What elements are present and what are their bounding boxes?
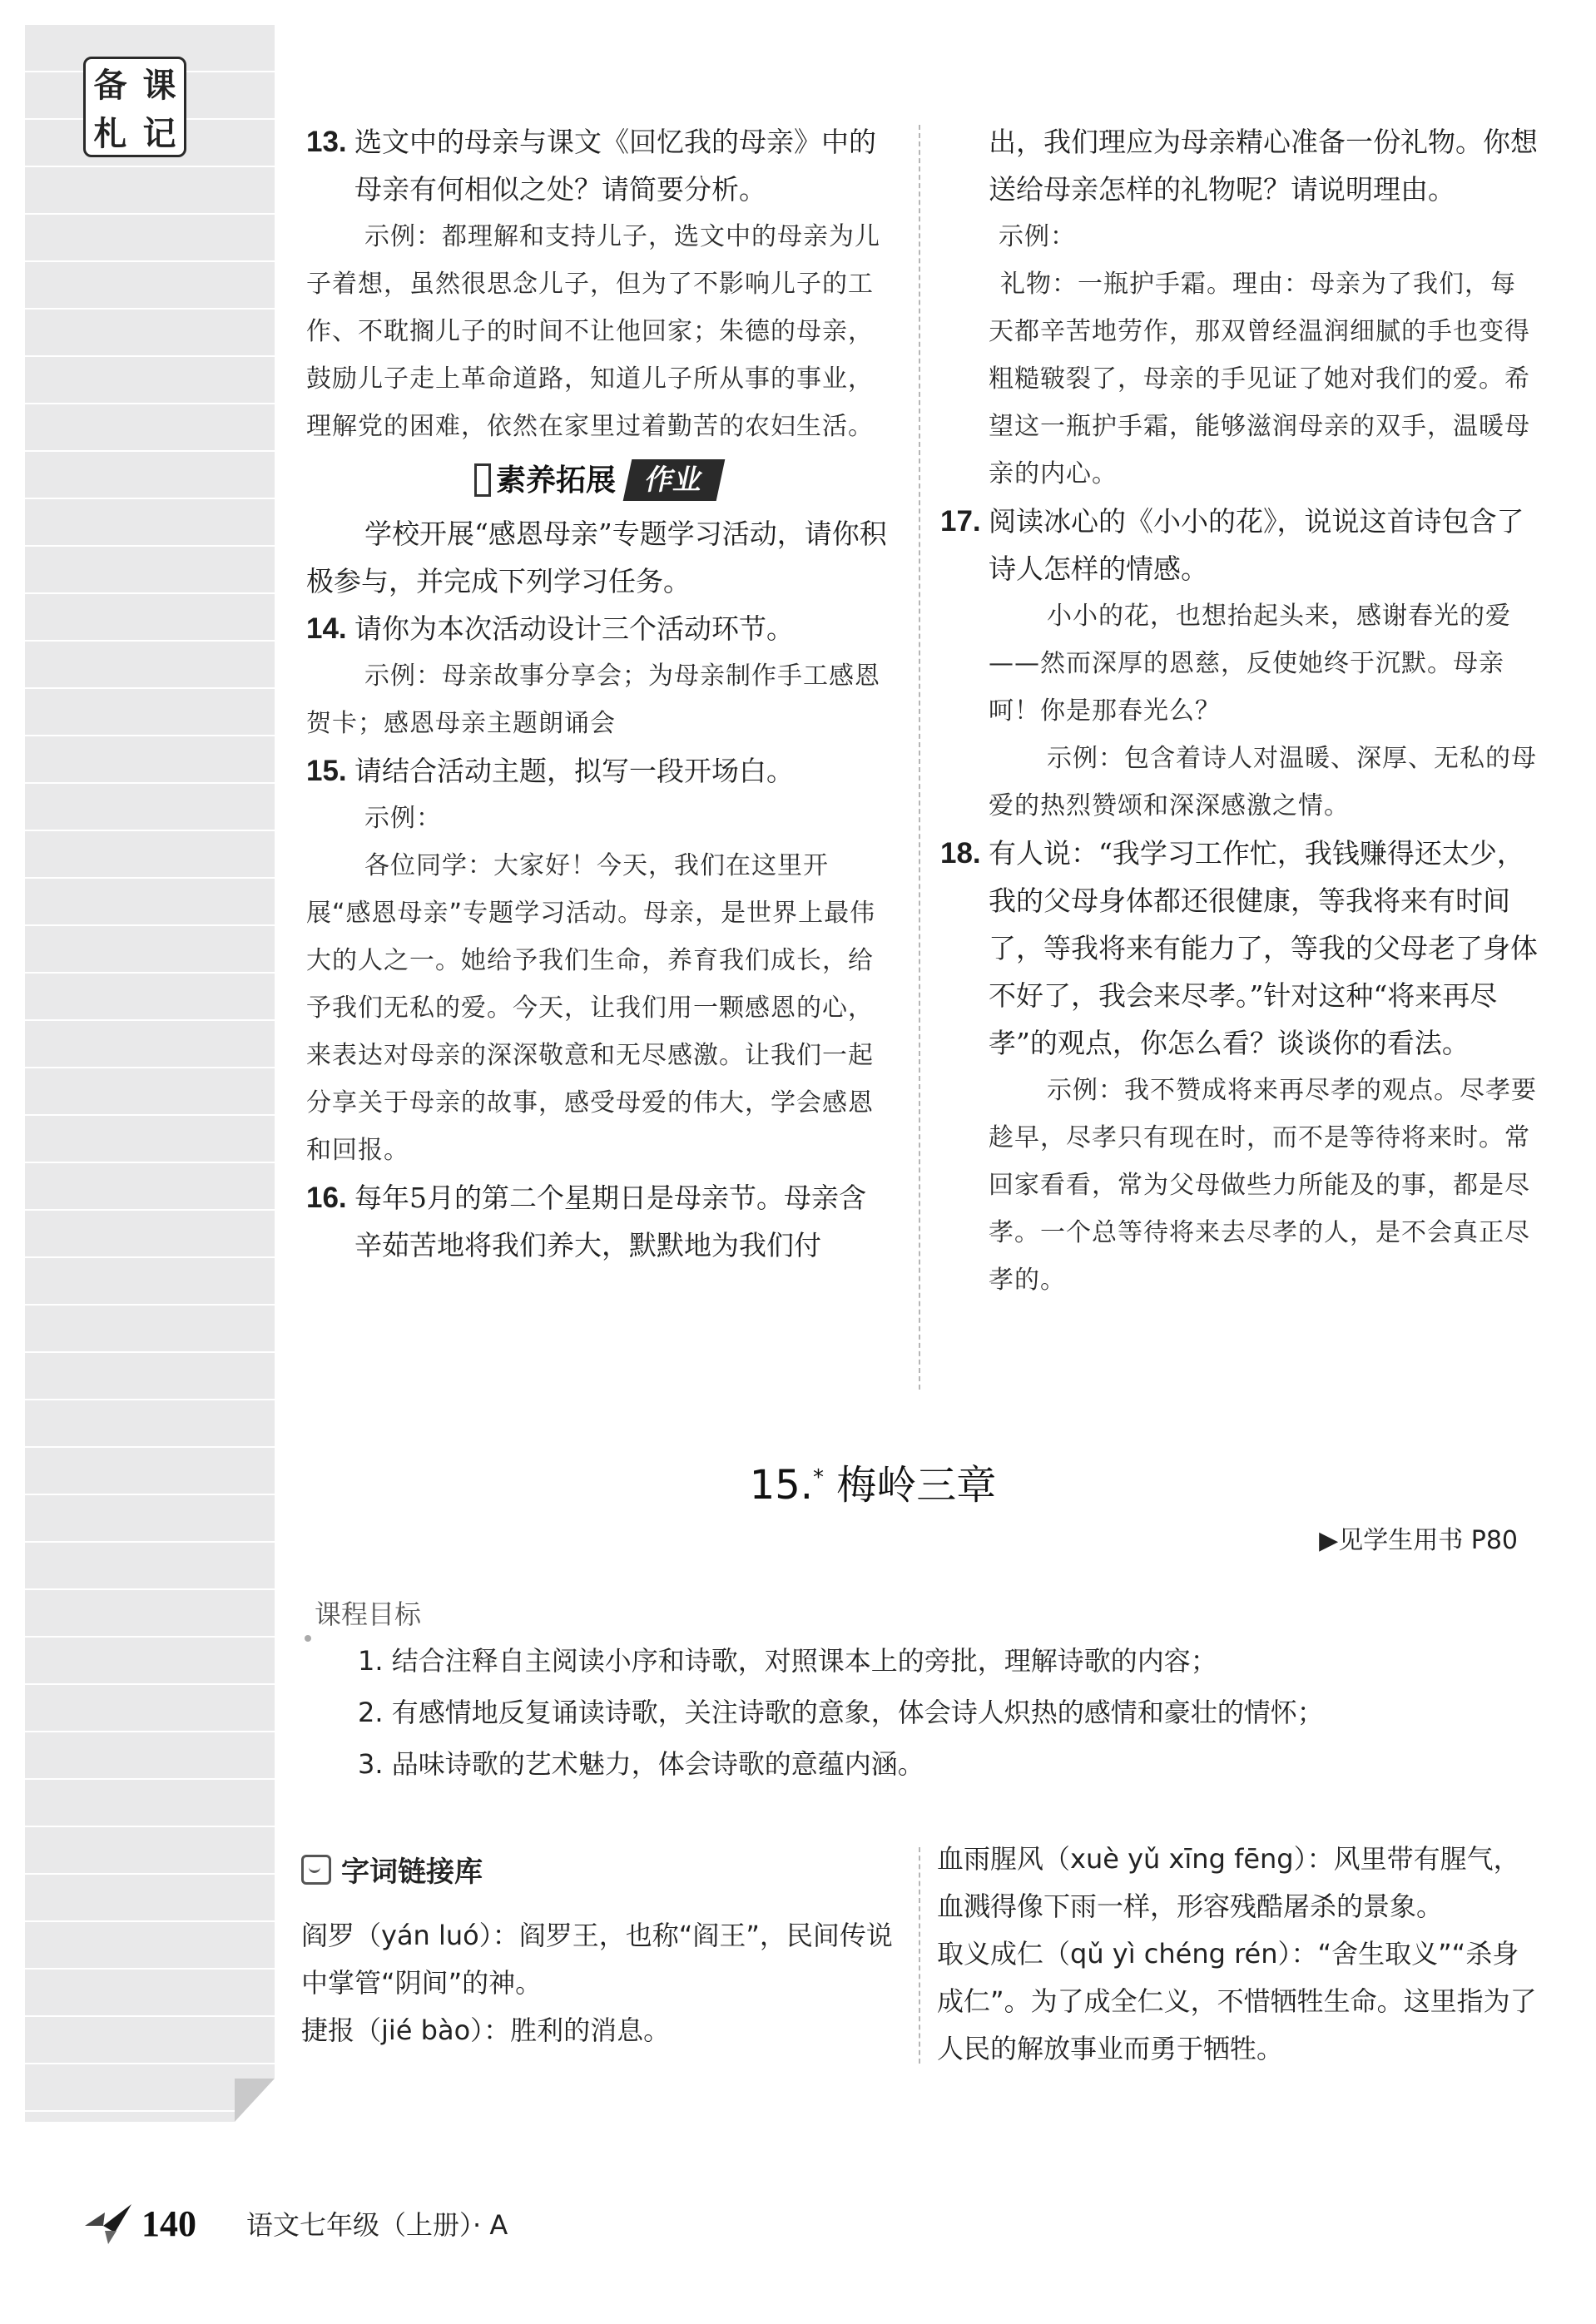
right-column [940,118,1539,1304]
question-17 [940,498,1539,592]
vocab-entry: 捷报（jié bào）：胜利的消息。 [301,2014,671,2046]
vocab-right [937,1836,1544,2073]
question-15 [306,747,889,795]
answer-16: 礼物：一瓶护手霜。理由：母亲为了我们，每天都辛苦地劳作，那双曾经温润细腻的手也变得粗糙皲裂了，母亲的手见证了她对我们的爱。希望这一瓶护手霜，能够滋润母亲的双手，温暖母亲的内心。 [989,270,1530,488]
lesson-title [0,1453,1596,1510]
goals-list [358,1635,1324,1790]
book-title: 语文七年级（上册）· A [246,2209,508,2241]
library-icon [301,1855,331,1885]
column-divider [919,125,920,1390]
notes-stamp [83,57,186,157]
goal-item: 1. 结合注释自主阅读小序和诗歌，对照课本上的旁批，理解诗歌的内容； [358,1645,1217,1677]
activity-intro: 学校开展“感恩母亲”专题学习活动，请你积极参与，并完成下列学习任务。 [306,518,887,597]
vocab-entry: 阎罗（yán luó）：阎罗王，也称“阎王”，民间传说中掌管“阴间”的神。 [301,1920,893,1999]
question-number: 18. [940,837,981,870]
lesson-number: 15. [749,1462,814,1509]
answer-17: 示例：包含着诗人对温暖、深厚、无私的母爱的热烈赞颂和深深感激之情。 [989,744,1537,820]
stamp-char: 记 [142,114,176,153]
stamp-char: 备 [93,67,127,106]
question-text: 请结合活动主题，拟写一段开场白。 [354,755,794,787]
page-fold-corner [235,2079,275,2122]
vocab-entry: 取义成仁（qǔ yì chéng rén）：“舍生取义”“杀身成仁”。为了成全仁义，不惜牺牲生命。这里指为了人民的解放事业而勇于牺牲。 [937,1938,1537,2064]
question-18 [940,830,1539,1067]
banner-title: 素养拓展 [495,463,616,498]
poem-excerpt: 小小的花，也想抬起头来，感谢春光的爱——然而深厚的恩慈，反使她终于沉默。母亲呵！你是那春光么？ [989,602,1511,726]
question-16 [306,1174,889,1269]
question-14 [306,605,889,652]
answer-15: 各位同学：大家好！今天，我们在这里开展“感恩母亲”专题学习活动。母亲，是世界上最伟大的人之一。她给予我们生命，养育我们成长，给予我们无私的爱。今天，让我们用一颗感恩的心，来表达对母亲的深深敬意和无尽感激。让我们一起分享关于母亲的故事，感受母爱的伟大，学会感恩和回报。 [306,851,876,1165]
section-banner [306,453,889,507]
page-number: 140 [141,2203,196,2244]
banner-icon [474,463,491,497]
question-number: 15. [306,755,347,787]
question-number: 17. [940,505,981,538]
lesson-mark: * [813,1465,825,1490]
lesson-name: 梅岭三章 [836,1462,997,1509]
question-text: 选文中的母亲与课文《回忆我的母亲》中的母亲有何相似之处？请简要分析。 [354,126,876,206]
answer-18: 示例：我不赞成将来再尽孝的观点。尽孝要趁早，尽孝只有现在时，而不是等待将来时。常回家看看，常为父母做些力所能及的事，都是尽孝。一个总等待将来去尽孝的人，是不会真正尽孝的。 [989,1076,1537,1295]
goals-heading: 课程目标 [315,1593,421,1632]
question-16-continued: 出，我们理应为母亲精心准备一份礼物。你想送给母亲怎样的礼物呢？请说明理由。 [989,126,1538,206]
question-text: 有人说：“我学习工作忙，我钱赚得还太少，我的父母身体都还很健康，等我将来有时间了，等我将来有能力了，等我的父母老了身体不好了，我会来尽孝。”针对这种“将来再尽孝”的观点，你怎么看？谈谈你的看法。 [989,837,1538,1059]
left-column [306,118,889,1269]
answer-14: 示例：母亲故事分享会；为母亲制作手工感恩贺卡；感恩母亲主题朗诵会 [306,662,880,738]
answer-13: 示例：都理解和支持儿子，选文中的母亲为儿子着想，虽然很思念儿子，但为了不影响儿子的工作、不耽搁儿子的时间不让他回家；朱德的母亲，鼓励儿子走上革命道路，知道儿子所从事的事业，理解党的困难，依然在家里过着勤苦的农妇生活。 [306,222,880,441]
vocab-heading [301,1849,483,1890]
question-13 [306,118,889,213]
goal-item: 3. 品味诗歌的艺术魅力，体会诗歌的意蕴内涵。 [358,1748,924,1780]
answer-label: 示例： [364,804,442,833]
stamp-char: 札 [93,114,127,153]
notes-margin-strip [25,25,275,2122]
question-text: 每年5月的第二个星期日是母亲节。母亲含辛茹苦地将我们养大，默默地为我们付 [354,1182,866,1261]
question-number: 13. [306,126,347,158]
question-text: 请你为本次活动设计三个活动环节。 [354,612,794,645]
student-book-reference: ▶见学生用书 P80 [1319,1526,1518,1555]
vocab-column-divider [919,1847,920,2064]
question-text: 阅读冰心的《小小的花》，说说这首诗包含了诗人怎样的情感。 [989,505,1524,585]
question-number: 14. [306,612,347,645]
banner-tag: 作业 [623,459,726,501]
goal-item: 2. 有感情地反复诵读诗歌，关注诗歌的意象，体会诗人炽热的感情和豪壮的情怀； [358,1697,1324,1728]
vocab-left [301,1912,900,2054]
vocab-heading-text: 字词链接库 [341,1856,483,1889]
question-number: 16. [306,1182,347,1214]
publisher-logo-icon [83,2201,133,2246]
page-footer [83,2201,508,2246]
vocab-entry: 血雨腥风（xuè yǔ xīng fēng）：风里带有腥气，血溅得像下雨一样，形容残酷屠杀的景象。 [937,1843,1520,1922]
stamp-char: 课 [142,67,176,106]
answer-label: 示例： [999,222,1076,251]
